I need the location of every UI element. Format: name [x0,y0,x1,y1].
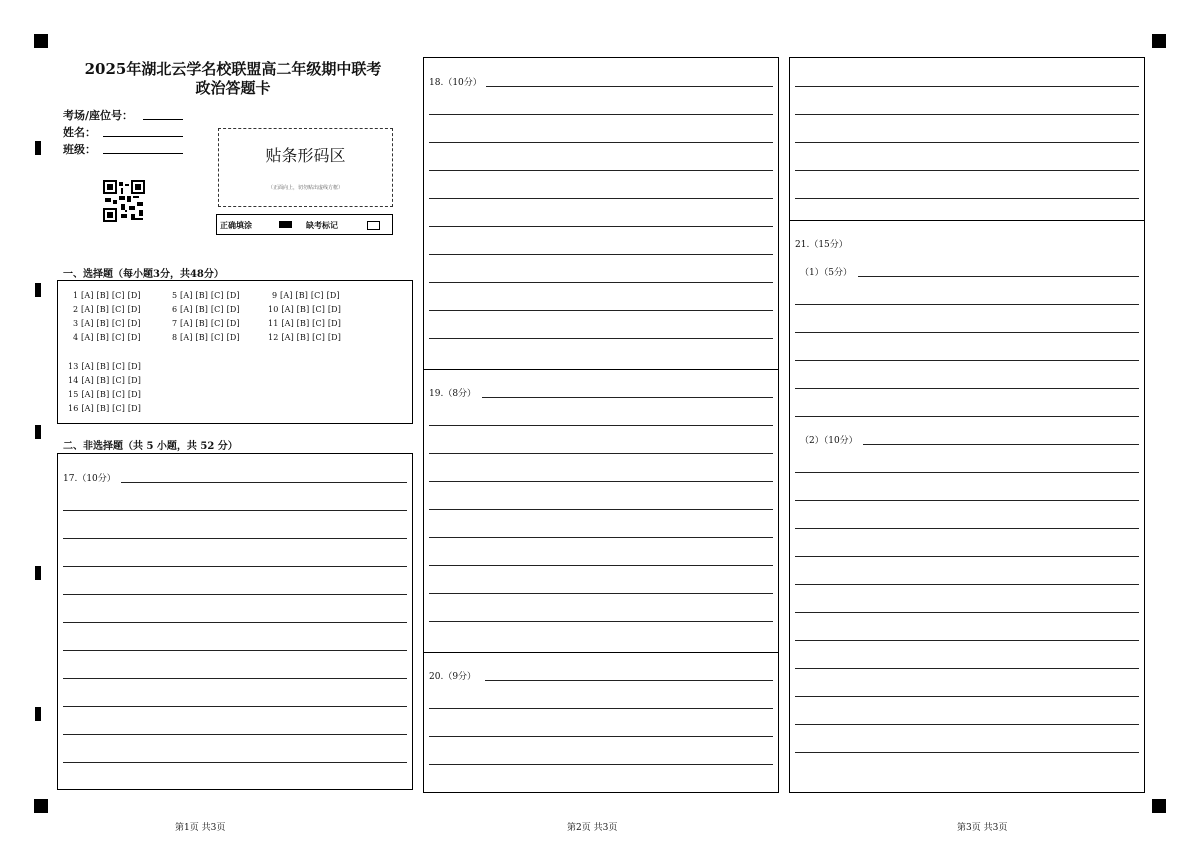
answer-line[interactable] [485,680,773,681]
barcode-area [218,128,393,207]
answer-line[interactable] [429,453,773,454]
choice-row[interactable]: 12 [A] [B] [C] [D] [268,333,342,342]
answer-line[interactable] [63,566,407,567]
title-line1: 2025年湖北云学名校联盟高二年级期中联考 [84,60,382,78]
filled-sample-icon [279,221,292,228]
q17-heading: 17.（10分） [63,474,116,484]
answer-line[interactable] [429,708,773,709]
answer-line[interactable] [795,696,1139,697]
section2-title: 二、非选择题（共 5 小题，共 52 分） [63,441,238,452]
answer-line[interactable] [429,565,773,566]
corner-mark-top-right [1152,34,1166,48]
answer-line[interactable] [429,736,773,737]
answer-line[interactable] [795,528,1139,529]
answer-line[interactable] [795,668,1139,669]
page-title [63,60,403,98]
answer-line[interactable] [795,142,1139,143]
title-line2: 政治答题卡 [195,79,271,97]
class-label: 班级： [63,143,96,156]
q18-heading: 18.（10分） [429,78,482,88]
timing-mark [35,425,41,439]
choice-row[interactable]: 15 [A] [B] [C] [D] [68,390,142,399]
answer-line[interactable] [429,764,773,765]
answer-line[interactable] [795,472,1139,473]
answer-line[interactable] [795,388,1139,389]
answer-line[interactable] [429,282,773,283]
answer-line[interactable] [429,593,773,594]
answer-line[interactable] [795,332,1139,333]
section1-title: 一、选择题（每小题3分，共48分） [63,269,224,280]
answer-line[interactable] [795,170,1139,171]
answer-line[interactable] [795,198,1139,199]
q21-answer-box [789,220,1145,793]
answer-line[interactable] [795,304,1139,305]
answer-line[interactable] [795,556,1139,557]
q19-heading: 19.（8分） [429,389,477,399]
answer-line[interactable] [795,584,1139,585]
q21-part2-heading: （2）（10分） [800,436,858,446]
answer-line[interactable] [429,481,773,482]
barcode-label: 贴条形码区 [265,146,346,165]
name-label: 姓名： [63,126,96,139]
answer-line[interactable] [858,276,1139,277]
q19-answer-box [423,369,779,653]
answer-line[interactable] [63,678,407,679]
q21-part1-heading: （1）（5分） [800,268,852,278]
answer-line[interactable] [795,500,1139,501]
corner-mark-top-left [34,34,48,48]
choice-row[interactable]: 9 [A] [B] [C] [D] [272,291,340,300]
answer-line[interactable] [795,612,1139,613]
seat-label: 考场/座位号： [63,109,134,122]
answer-line[interactable] [63,706,407,707]
continuation-box [789,57,1145,221]
timing-mark [35,283,41,297]
answer-line[interactable] [795,86,1139,87]
answer-line[interactable] [429,226,773,227]
q20-heading: 20.（9分） [429,672,477,682]
answer-line[interactable] [121,482,407,483]
answer-line[interactable] [795,416,1139,417]
choice-answer-box [57,280,413,424]
answer-line[interactable] [63,622,407,623]
fill-legend [216,214,393,235]
answer-line[interactable] [429,310,773,311]
choice-row[interactable]: 5 [A] [B] [C] [D] [172,291,240,300]
answer-line[interactable] [63,510,407,511]
answer-line[interactable] [795,360,1139,361]
timing-mark [35,141,41,155]
answer-line[interactable] [482,397,773,398]
seat-field[interactable] [143,106,183,120]
choice-row[interactable]: 13 [A] [B] [C] [D] [68,362,142,371]
q18-answer-box [423,57,779,370]
answer-line[interactable] [429,509,773,510]
answer-line[interactable] [429,425,773,426]
answer-line[interactable] [63,538,407,539]
answer-line[interactable] [795,640,1139,641]
choice-row[interactable]: 10 [A] [B] [C] [D] [268,305,342,314]
footer-page1: 第1页 共3页 [175,823,226,833]
q21-heading: 21.（15分） [795,240,848,250]
choice-row[interactable]: 4 [A] [B] [C] [D] [73,333,141,342]
answer-line[interactable] [429,621,773,622]
answer-line[interactable] [63,650,407,651]
answer-line[interactable] [429,114,773,115]
choice-row[interactable]: 16 [A] [B] [C] [D] [68,404,142,413]
timing-mark [35,566,41,580]
answer-line[interactable] [429,537,773,538]
choice-row[interactable]: 2 [A] [B] [C] [D] [73,305,141,314]
answer-line[interactable] [795,114,1139,115]
class-field[interactable] [103,140,183,154]
choice-row[interactable]: 6 [A] [B] [C] [D] [172,305,240,314]
answer-line[interactable] [429,198,773,199]
answer-line[interactable] [63,762,407,763]
q20-answer-box [423,652,779,793]
qr-code-icon [103,180,145,222]
choice-row[interactable]: 8 [A] [B] [C] [D] [172,333,240,342]
choice-row[interactable]: 7 [A] [B] [C] [D] [172,319,240,328]
answer-line[interactable] [429,254,773,255]
answer-line[interactable] [429,142,773,143]
footer-page2: 第2页 共3页 [567,823,618,833]
name-field[interactable] [103,123,183,137]
answer-line[interactable] [63,734,407,735]
answer-line[interactable] [429,170,773,171]
choice-row[interactable]: 11 [A] [B] [C] [D] [268,319,342,328]
footer-page3: 第3页 共3页 [957,823,1008,833]
answer-line[interactable] [795,752,1139,753]
choice-row[interactable]: 14 [A] [B] [C] [D] [68,376,142,385]
answer-line[interactable] [63,594,407,595]
choice-row[interactable]: 1 [A] [B] [C] [D] [73,291,141,300]
correct-fill-label: 正确填涂 [220,220,252,230]
answer-line[interactable] [863,444,1139,445]
answer-line[interactable] [429,338,773,339]
barcode-note: （正面向上，切勿贴出虚线方框） [267,185,343,191]
answer-line[interactable] [795,724,1139,725]
absent-mark-label: 缺考标记 [306,220,338,230]
choice-row[interactable]: 3 [A] [B] [C] [D] [73,319,141,328]
corner-mark-bottom-right [1152,799,1166,813]
timing-mark [35,707,41,721]
absent-mark-checkbox[interactable] [367,221,380,230]
answer-line[interactable] [486,86,773,87]
corner-mark-bottom-left [34,799,48,813]
